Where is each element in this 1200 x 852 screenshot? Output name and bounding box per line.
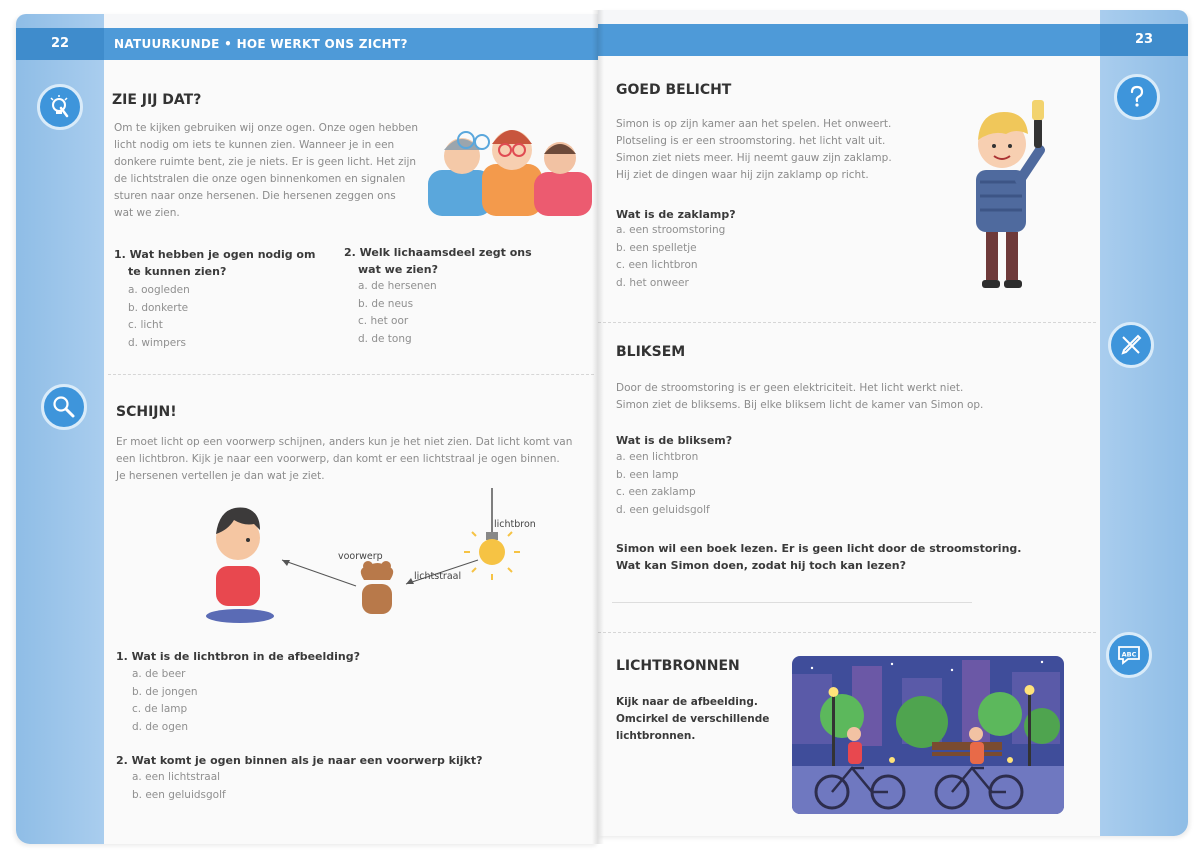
goed-belicht-question: Wat is de zaklamp? (616, 208, 736, 221)
label-lichtstraal: lichtstraal (414, 571, 462, 582)
page-number: 23 (1100, 24, 1188, 56)
schijn-question-2-options: a. een lichtstraal b. een geluidsgolf (132, 771, 226, 801)
open-question: Simon wil een boek lezen. Er is geen licht door de stroomstoring. Wat kan Simon doen, zodat hij toch kan lezen? (616, 542, 1022, 572)
question-2-options: a. de hersenen b. de neus c. het oor d. de tong (358, 280, 437, 345)
section-divider (598, 632, 1096, 633)
schijn-question-1: 1. Wat is de lichtbron in de afbeelding? (116, 650, 360, 663)
answer-line (612, 602, 972, 603)
svg-text:ABC: ABC (1121, 650, 1137, 659)
question-1: 1. Wat hebben je ogen nodig om te kunnen zien? (114, 248, 316, 278)
question-2: 2. Welk lichaamsdeel zegt ons wat we zien? (344, 246, 532, 276)
abc-bubble-icon (1106, 632, 1152, 678)
section-title-lichtbronnen: LICHTBRONNEN (616, 658, 740, 674)
bliksem-body: Door de stroomstoring is er geen elektriciteit. Het licht werkt niet. Simon ziet de bliksems. Bij elke bliksem licht de kamer van Simon op. (616, 382, 984, 411)
label-voorwerp: voorwerp (338, 551, 383, 562)
lightbulb-icon (37, 84, 83, 130)
schijn-question-1-options: a. de beer b. de jongen c. de lamp d. de ogen (132, 668, 198, 733)
park-night-scene-illustration (792, 656, 1064, 814)
question-icon (1114, 74, 1160, 120)
section-title-schijn: SCHIJN! (116, 404, 177, 420)
boy-with-flashlight-illustration (962, 84, 1072, 294)
bliksem-question: Wat is de bliksem? (616, 434, 733, 447)
label-lichtbron: lichtbron (494, 519, 536, 530)
bliksem-options: a. een lichtbron b. een lamp c. een zaklamp d. een geluidsgolf (616, 451, 710, 516)
right-page (598, 10, 1188, 836)
section-title-goed-belicht: GOED BELICHT (616, 82, 732, 98)
children-looking-illustration (426, 120, 594, 216)
left-page (16, 14, 598, 844)
goed-belicht-options: a. een stroomstoring b. een spelletje c. een lichtbron d. het onweer (616, 224, 726, 289)
section-divider (598, 322, 1096, 323)
pencil-icon (1108, 322, 1154, 368)
section-divider (108, 374, 594, 375)
section1-body: Om te kijken gebruiken wij onze ogen. Onze ogen hebben licht nodig om iets te kunnen zien. Wanneer je in een donkere ruimte bent, zie je niets. Er is geen licht. Het zijn de lichtstralen die onze ogen binnenkomen en signalen sturen naar onze hersenen. Die hersenen zeggen ons wat we zien. (114, 122, 419, 219)
left-page-header (16, 28, 598, 60)
lichtbronnen-instruction: Kijk naar de afbeelding. Omcirkel de verschillende lichtbronnen. (616, 696, 770, 742)
goed-belicht-body: Simon is op zijn kamer aan het spelen. Het onweert. Plotseling is er een stroomstoring. het licht valt uit. Simon ziet niets meer. Hij neemt gauw zijn zaklamp. Hij ziet de dingen waar hij zijn zaklamp op richt. (616, 118, 892, 181)
schijn-question-2: 2. Wat komt je ogen binnen als je naar een voorwerp kijkt? (116, 754, 483, 767)
breadcrumb: NATUURKUNDE • HOE WERKT ONS ZICHT? (114, 37, 408, 51)
page-number: 22 (16, 28, 104, 60)
section2-body: Er moet licht op een voorwerp schijnen, anders kun je het niet zien. Dat licht komt van een lichtbron. Kijk je naar een voorwerp, dan komt er een lichtstraal je ogen binnen. Je hersenen vertellen je dan wat je ziet. (116, 436, 573, 482)
section-title-zie-jij-dat: ZIE JIJ DAT? (112, 92, 202, 108)
magnifier-icon (41, 384, 87, 430)
right-page-header (598, 24, 1188, 56)
section-title-bliksem: BLIKSEM (616, 344, 686, 360)
right-page-sidebar (1100, 10, 1188, 836)
book-gutter (592, 10, 604, 844)
question-1-options: a. oogleden b. donkerte c. licht d. wimpers (128, 284, 190, 349)
